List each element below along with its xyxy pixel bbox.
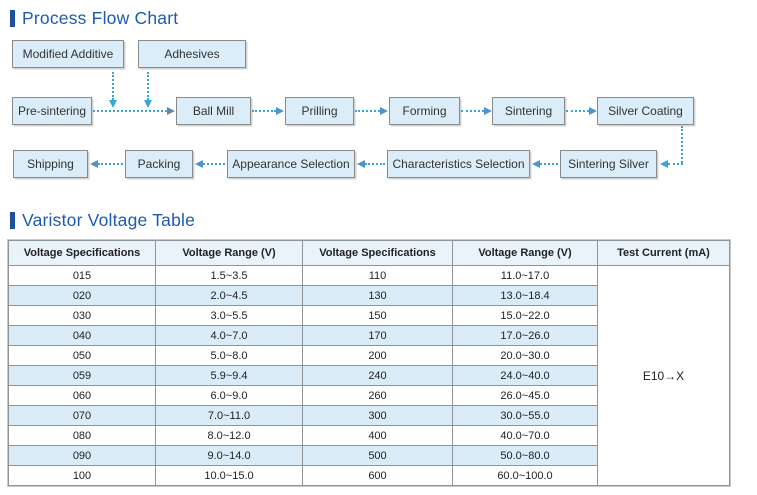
table-cell: 13.0~18.4 [453, 286, 598, 306]
arrow-right-icon [276, 107, 284, 115]
table-cell: 5.9~9.4 [156, 366, 303, 386]
table-cell: 300 [303, 406, 453, 426]
table-cell: 150 [303, 306, 453, 326]
table-cell: 070 [9, 406, 156, 426]
flow-arrow [93, 110, 167, 112]
flow-box-sintering: Sintering [492, 97, 565, 125]
varistor-voltage-table-title [10, 210, 195, 231]
arrow-right-icon [589, 107, 597, 115]
flow-arrow [203, 163, 225, 165]
flow-box-adhesives: Adhesives [138, 40, 246, 68]
arrow-left-icon [532, 160, 540, 168]
flow-arrow [365, 163, 385, 165]
flow-box-appearance-selection: Appearance Selection [227, 150, 355, 178]
arrow-left-icon [660, 160, 668, 168]
flow-connector-horizontal [668, 163, 683, 165]
arrow-left-icon [90, 160, 98, 168]
table-row [9, 266, 730, 286]
table-cell: 30.0~55.0 [453, 406, 598, 426]
table-cell: 8.0~12.0 [156, 426, 303, 446]
flow-arrow [566, 110, 589, 112]
table-cell: 4.0~7.0 [156, 326, 303, 346]
flow-box-sintering-silver: Sintering Silver [560, 150, 657, 178]
table-cell: 059 [9, 366, 156, 386]
table-cell: 100 [9, 466, 156, 486]
table-cell: 24.0~40.0 [453, 366, 598, 386]
table-cell: 040 [9, 326, 156, 346]
table-cell: 10.0~15.0 [156, 466, 303, 486]
flow-box-pre-sintering: Pre-sintering [12, 97, 92, 125]
arrow-left-icon [357, 160, 365, 168]
flow-box-characteristics-selection: Characteristics Selection [387, 150, 530, 178]
table-cell: 090 [9, 446, 156, 466]
table-cell: 110 [303, 266, 453, 286]
varistor-voltage-table [8, 240, 730, 486]
table-cell: 240 [303, 366, 453, 386]
table-cell: 9.0~14.0 [156, 446, 303, 466]
section-title-text: Varistor Voltage Table [22, 210, 196, 230]
table-cell: 60.0~100.0 [453, 466, 598, 486]
arrow-right-icon [484, 107, 492, 115]
table-cell: 400 [303, 426, 453, 446]
arrow-down-icon [109, 100, 117, 108]
table-cell: 015 [9, 266, 156, 286]
table-cell: 600 [303, 466, 453, 486]
flow-box-forming: Forming [389, 97, 460, 125]
table-cell: 260 [303, 386, 453, 406]
table-header-cell: Voltage Range (V) [156, 241, 303, 266]
table-header-cell: Voltage Specifications [303, 241, 453, 266]
flow-box-modified-additive: Modified Additive [12, 40, 124, 68]
table-cell: 20.0~30.0 [453, 346, 598, 366]
flow-box-prilling: Prilling [285, 97, 354, 125]
arrow-down-icon [144, 100, 152, 108]
flow-box-silver-coating: Silver Coating [597, 97, 694, 125]
flow-box-shipping: Shipping [13, 150, 88, 178]
table-cell: 50.0~80.0 [453, 446, 598, 466]
table-cell: 170 [303, 326, 453, 346]
section-title-text: Process Flow Chart [22, 8, 179, 28]
table-header-cell: Voltage Range (V) [453, 241, 598, 266]
flow-connector-down [681, 126, 683, 163]
table-cell: 11.0~17.0 [453, 266, 598, 286]
table-cell: 40.0~70.0 [453, 426, 598, 446]
title-bar-icon [10, 10, 15, 27]
table-cell: 5.0~8.0 [156, 346, 303, 366]
flow-arrow-adhesives-down [147, 72, 149, 100]
table-cell: 050 [9, 346, 156, 366]
flow-arrow [355, 110, 380, 112]
test-current-cell: E10→X [598, 266, 730, 486]
flow-arrow-modified-additive-down [112, 72, 114, 100]
flow-arrow [98, 163, 123, 165]
table-cell: 26.0~45.0 [453, 386, 598, 406]
table-cell: 7.0~11.0 [156, 406, 303, 426]
table-cell: 030 [9, 306, 156, 326]
arrow-right-icon [380, 107, 388, 115]
table-header-cell: Test Current (mA) [598, 241, 730, 266]
table-cell: 130 [303, 286, 453, 306]
flow-box-ball-mill: Ball Mill [176, 97, 251, 125]
table-cell: 500 [303, 446, 453, 466]
table-cell: 15.0~22.0 [453, 306, 598, 326]
arrow-right-icon [167, 107, 175, 115]
table-cell: 060 [9, 386, 156, 406]
process-flow-chart-title [10, 8, 178, 29]
table-cell: 200 [303, 346, 453, 366]
table-cell: 6.0~9.0 [156, 386, 303, 406]
table-cell: 1.5~3.5 [156, 266, 303, 286]
table-cell: 3.0~5.5 [156, 306, 303, 326]
title-bar-icon [10, 212, 15, 229]
arrow-left-icon [195, 160, 203, 168]
table-cell: 17.0~26.0 [453, 326, 598, 346]
table-header-row [9, 241, 730, 266]
table-cell: 080 [9, 426, 156, 446]
table-header-cell: Voltage Specifications [9, 241, 156, 266]
flow-arrow [252, 110, 276, 112]
flow-arrow [461, 110, 484, 112]
table-cell: 020 [9, 286, 156, 306]
flow-box-packing: Packing [125, 150, 193, 178]
table-cell: 2.0~4.5 [156, 286, 303, 306]
flow-arrow [540, 163, 558, 165]
